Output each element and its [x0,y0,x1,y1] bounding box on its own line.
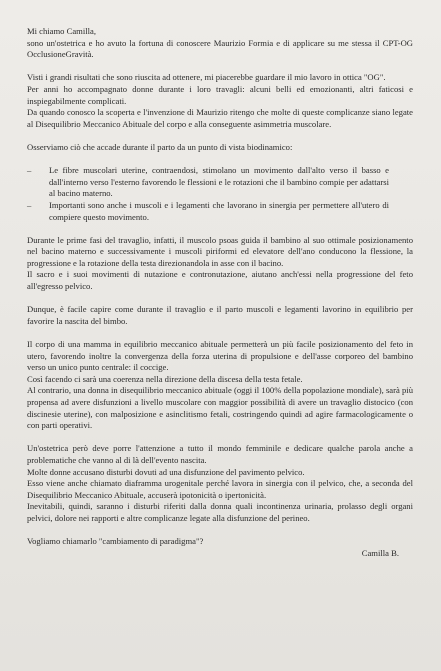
biodynamic-intro: Osserviamo ciò che accade durante il parto da un punto di vista biodinamico: [27,141,293,152]
bullet-list [27,165,413,223]
symptoms-sentence: Inevitabili, quindi, saranno i disturbi riferiti dalla donna quali incontinenza urinaria, prolasso degli organi pelvici, dolore nei rapporti e altre complicanze legate alla disfunzione del perineo. [27,501,413,523]
imbalance-sentence: Al contrario, una donna in disequilibrio meccanico abituale (oggi il 100% della popolazione mondiale), sarà più propensa ad avere disfunzioni a livello muscolare con maggior possibilità di avere un travaglio distocico (con discinesie uterine), con malposizione e asinclitismo fetali, costringendo quindi ad agire farmacologicamente o con parti operativi. [27,385,413,431]
list-item-text: Importanti sono anche i muscoli e i legamenti che lavorano in sinergia per permettere all'utero di compiere questo movimento. [49,199,389,222]
labor-phases-paragraph [27,235,413,293]
sacrum-sentence: Il sacro e i suoi movimenti di nutazione e contronutazione, aiutano anch'essi nella progressione del feto all'egresso pelvico. [27,269,413,292]
complications-sentence: Da quando conosco la scoperta e l'invenzione di Maurizio ritengo che molte di queste complicanze siano legate al Disequilibrio Meccanico Abituale del corpo e alla conseguente asimmetria muscolare. [27,107,413,129]
results-paragraph [27,72,413,130]
results-sentence: Visti i grandi risultati che sono riuscita ad ottenere, mi piacerebbe guardare il mio lavoro in ottica "OG". [27,72,386,83]
closing-question: Vogliamo chiamarlo "cambiamento di paradigma"? [27,536,204,547]
pelvic-floor-paragraph [27,443,413,524]
balance-sentence: Il corpo di una mamma in equilibrio meccanico abituale permetterà un più facile posizionamento del feto in utero, favorendo inoltre la convergenza della forza uterina di propulsione e dell'asse corporeo del bambino verso un unico punto centrale: il coccige. [27,339,413,373]
bullet-marker: – [27,199,32,210]
list-item [27,165,413,200]
intro-paragraph [27,26,413,61]
mechanical-balance-paragraph [27,339,413,432]
psoas-sentence: Durante le prime fasi del travaglio, infatti, il muscolo psoas guida il bambino al suo ottimale posizionamento nel bacino materno e successivamente i muscoli piriformi ed elevatore dell'ano conducono la flessione, la progressione e la rotazione della testa direzionandola in asse con il bacino. [27,234,413,268]
coherence-sentence: Così facendo ci sarà una coerenza nella direzione della discesa della testa fetale. [27,373,303,384]
midwife-sentence: Un'ostetrica però deve porre l'attenzione a tutto il mondo femminile e dedicare qualche parola anche a problematiche che vanno al di là dell'evento nascita. [27,443,413,465]
equilibrium-paragraph: Dunque, è facile capire come durante il travaglio e il parto muscoli e legamenti lavorino in equilibrio per favorire la nascita del bimbo. [27,304,413,326]
experience-sentence: Per anni ho accompagnato donne durante i loro travagli: alcuni belli ed emozionanti, altri faticosi e inspiegabilmente complicati. [27,83,413,106]
intro-line: sono un'ostetrica e ho avuto la fortuna di conoscere Maurizio Formia e di applicare su me stessa il CPT-OG OcclusioneGravità. [27,37,413,60]
list-item [27,200,413,223]
diaphragm-sentence: Esso viene anche chiamato diaframma urogenitale perché lavora in sinergia con il pelvico, che, a seconda del Disequilibrio Meccanico Abituale, accuserà ipotonicità o ipertonicità. [27,478,413,500]
signature: Camilla B. [361,547,399,558]
list-item-text: Le fibre muscolari uterine, contraendosi, stimolano un movimento dall'alto verso il basso e dall'interno verso l'esterno favorendo le flessioni e le rotazioni che il bambino compie per adattarsi al bacino materno. [49,165,389,199]
greeting-line: Mi chiamo Camilla, [27,26,96,36]
bullet-marker: – [27,165,32,176]
disorders-sentence: Molte donne accusano disturbi dovuti ad una disfunzione del pavimento pelvico. [27,466,305,477]
